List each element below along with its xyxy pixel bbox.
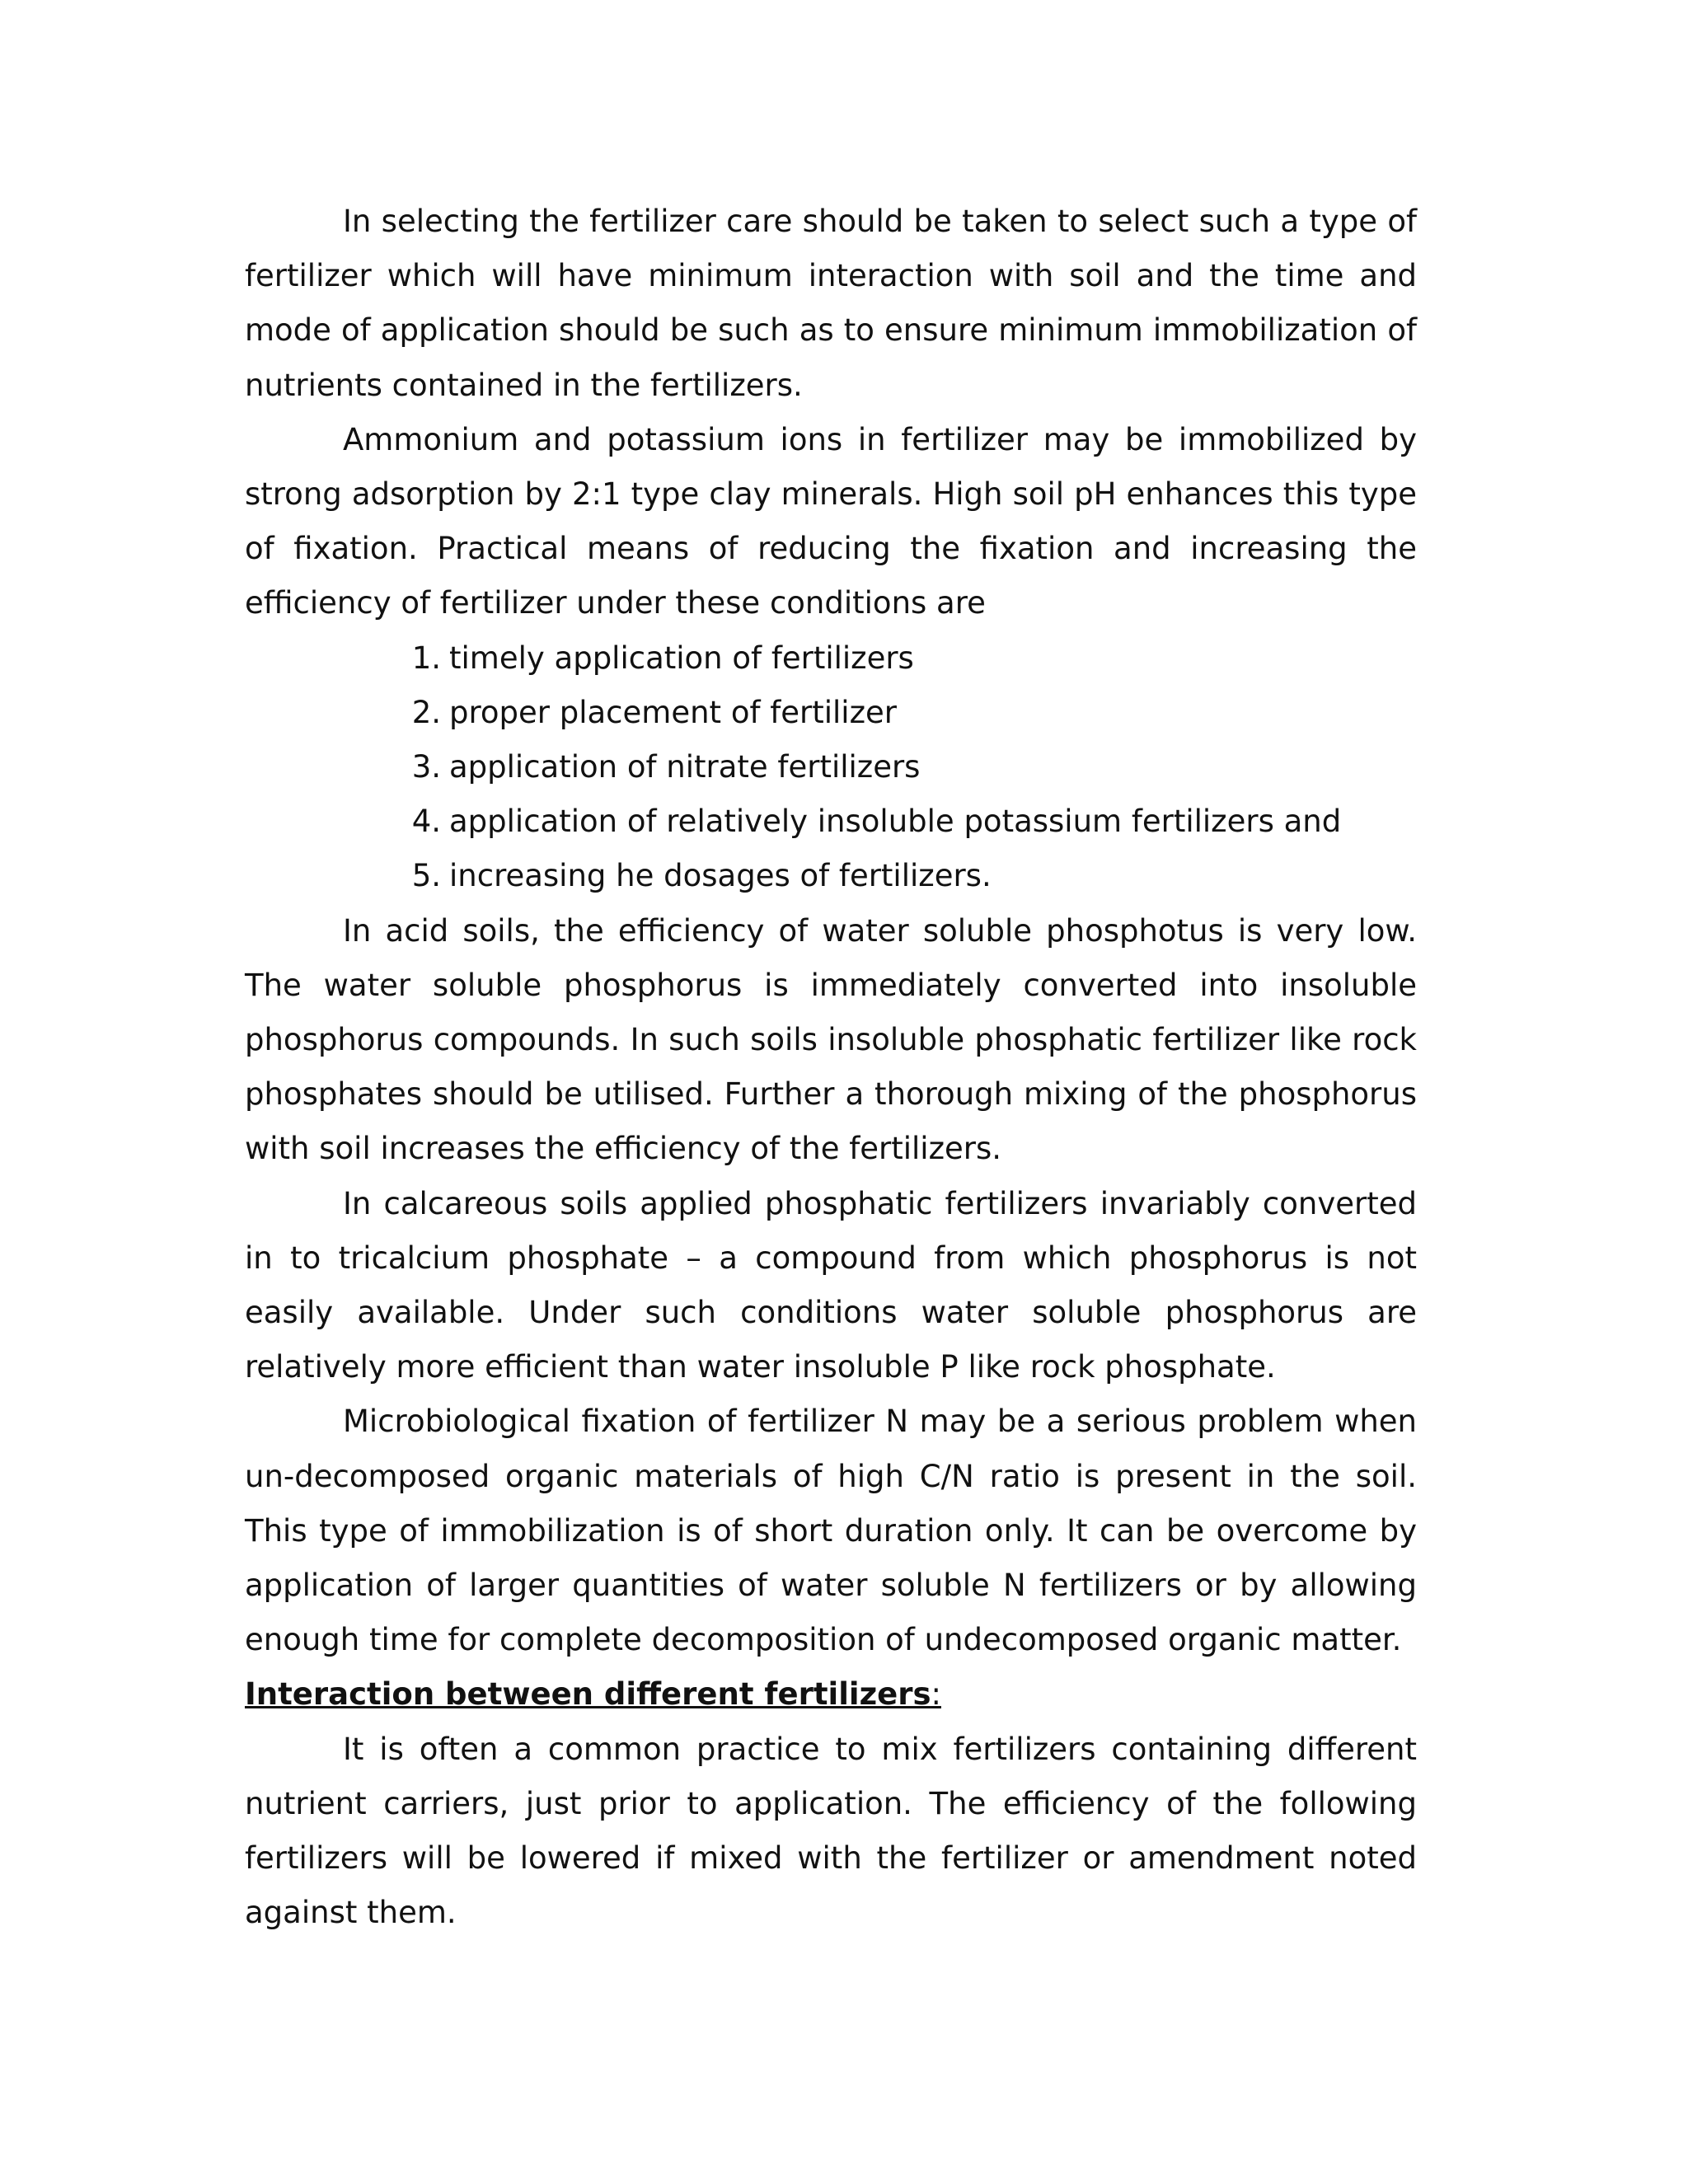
paragraph-fertilizer-mixing: It is often a common practice to mix fertilizers containing different nutrient carriers, just prior to application. The efficiency of the following fertilizers will be lowered if mixed with the fertilizer or amendment noted against them. [245, 1731, 1417, 1931]
list-number: 3. [411, 749, 441, 785]
list-item [401, 740, 1417, 794]
paragraph-fertilizer-selection: In selecting the fertilizer care should be taken to select such a type of fertilizer which will have minimum interaction with soil and the time and mode of application should be such as to ensure minimum immobilization of nutrients contained in the fertilizers. [245, 204, 1417, 403]
fixation-reduction-list [245, 631, 1417, 904]
list-number: 4. [411, 804, 441, 840]
paragraph-microbiological-fixation: Microbiological fixation of fertilizer N may be a serious problem when un-decomposed organic materials of high C/N ratio is present in the soil. This type of immobilization is of short duration only. It can be overcome by application of larger quantities of water soluble N fertilizers or by allowing enough time for complete decomposition of undecomposed organic matter. [245, 1404, 1417, 1658]
list-item [401, 686, 1417, 740]
paragraph-ammonium-potassium: Ammonium and potassium ions in fertilizer may be immobilized by strong adsorption by 2:1 type clay minerals. High soil pH enhances this type of fixation. Practical means of reducing the fixation and increasing the efficiency of fertilizer under these conditions are [245, 421, 1417, 621]
list-number: 1. [411, 640, 441, 676]
list-number: 2. [411, 694, 441, 730]
paragraph-acid-soils: In acid soils, the efficiency of water soluble phosphotus is very low. The water soluble phosphorus is immediately converted into insoluble phosphorus compounds. In such soils insoluble phosphatic fertilizer like rock phosphates should be utilised. Further a thorough mixing of the phosphorus with soil increases the efficiency of the fertilizers. [245, 912, 1417, 1167]
section-heading-colon: : [931, 1676, 941, 1713]
document-body [245, 194, 1417, 1941]
list-text: proper placement of fertilizer [449, 694, 897, 730]
list-number: 5. [411, 858, 441, 894]
list-item [401, 849, 1417, 903]
list-item [401, 794, 1417, 849]
list-text: application of nitrate fertilizers [449, 749, 921, 785]
list-text: timely application of fertilizers [449, 640, 914, 676]
paragraph-calcareous-soils: In calcareous soils applied phosphatic fertilizers invariably converted in to tricalcium phosphate – a compound from which phosphorus is not easily available. Under such conditions water soluble phosphorus are relatively more efficient than water insoluble P like rock phosphate. [245, 1185, 1417, 1385]
list-text: application of relatively insoluble potassium fertilizers and [449, 804, 1342, 840]
list-item [401, 631, 1417, 686]
list-text: increasing he dosages of fertilizers. [449, 858, 992, 894]
section-heading-text: Interaction between different fertilizers [245, 1676, 931, 1713]
section-heading [245, 1667, 1417, 1722]
